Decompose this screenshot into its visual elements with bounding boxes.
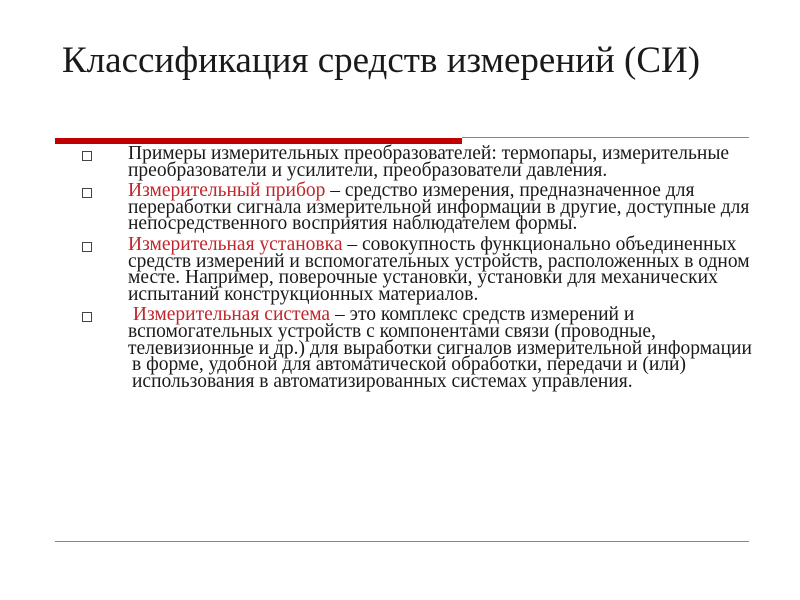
- bullet-text: Примеры измерительных преобразователей: термопары, измерительные преобразователи и усилители, преобразователи давления.: [128, 143, 730, 181]
- bullet-list: [78, 143, 768, 394]
- square-bullet-icon: [82, 151, 92, 161]
- bullet-item-transducers: [78, 143, 768, 181]
- bullet-item-system: [78, 304, 768, 392]
- bullet-text: – это комплекс средств измерений и вспомогательных устройств с компонентами связи (проводные, телевизионные и др.) для выработки сигналов измерительной информации: [128, 304, 752, 359]
- bullet-item-instrument: [78, 180, 768, 235]
- bullet-term: Измерительный прибор: [128, 180, 326, 202]
- bullet-text: – совокупность функционально объединенных средств измерений и вспомогательных устройств, расположенных в одном месте. Например, поверочные установки, установки для механических испытаний конструкционных материалов.: [128, 233, 750, 305]
- bullet-item-installation: [78, 233, 768, 305]
- bullet-text: – средство измерения, предназначенное для переработки сигнала измерительной информации в другие, доступные для непосредственного восприятия наблюдателем формы.: [128, 180, 750, 235]
- bullet-continuation-text: в форме, удобной для автоматической обработки, передачи и (или) использования в автоматизированных системах управления.: [132, 354, 686, 392]
- square-bullet-icon: [82, 312, 92, 322]
- slide-title: Классификация средств измерений (СИ): [62, 40, 701, 81]
- title-underline-thin: [462, 137, 749, 138]
- bullet-term: Измерительная система: [128, 304, 331, 326]
- bullet-term: Измерительная установка: [128, 233, 343, 255]
- footer-rule: [55, 541, 749, 542]
- square-bullet-icon: [82, 242, 92, 252]
- square-bullet-icon: [82, 188, 92, 198]
